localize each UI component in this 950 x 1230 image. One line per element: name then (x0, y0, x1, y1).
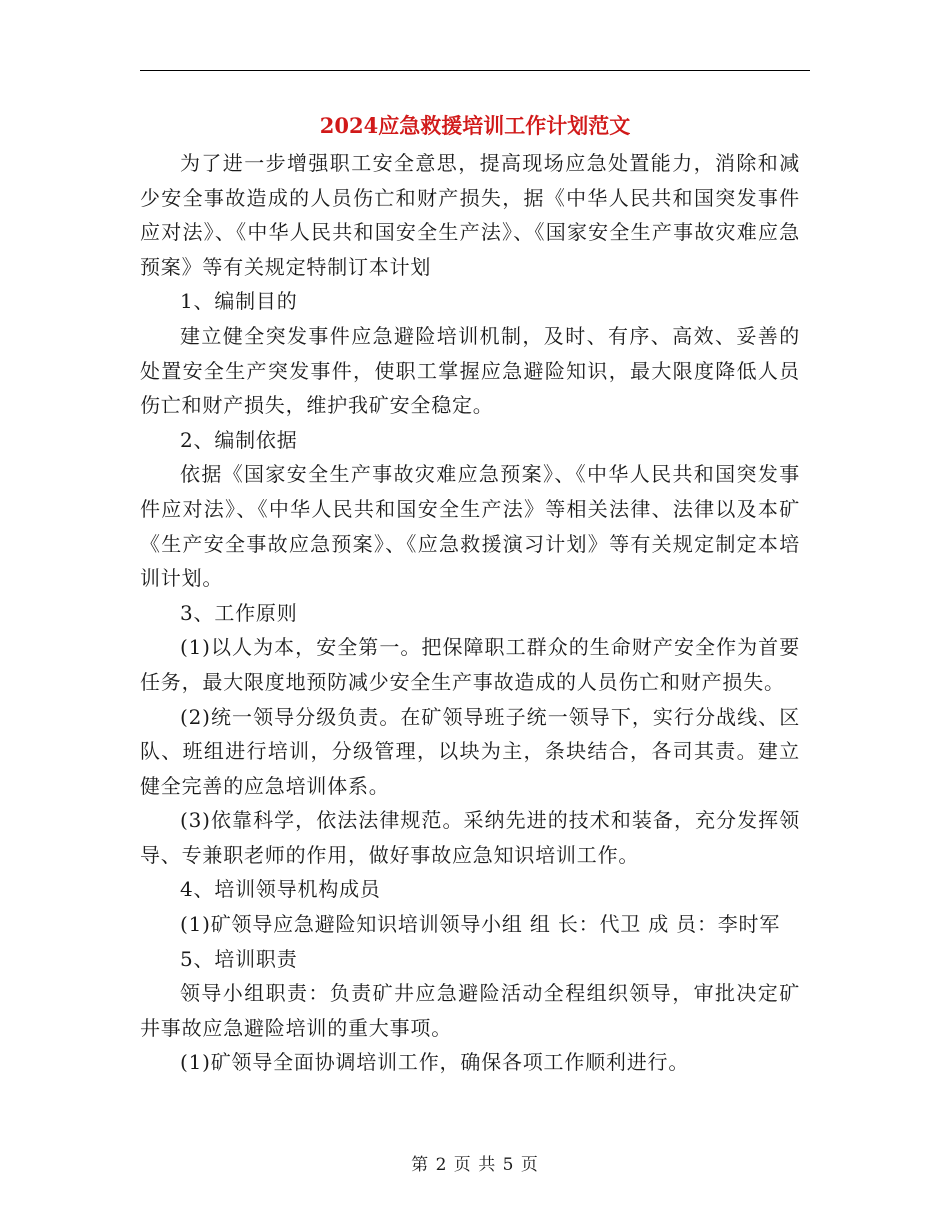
section-heading-purpose: 1、编制目的 (180, 289, 298, 314)
principle-item-1: (1)以人为本，安全第一。把保障职工群众的生命财产安全作为首要任务，最大限度地预防减少安全生产事故造成的人员伤亡和财产损失。 (140, 635, 800, 694)
basis-paragraph: 依据《国家安全生产事故灾难应急预案》、《中华人民共和国突发事件应对法》、《中华人民共和国安全生产法》等相关法律、法律以及本矿《生产安全事故应急预案》、《应急救援演习计划》等有关规定制定本培训计划。 (140, 462, 800, 591)
purpose-paragraph: 建立健全突发事件应急避险培训机制，及时、有序、高效、妥善的处置安全生产突发事件，使职工掌握应急避险知识，最大限度降低人员伤亡和财产损失，维护我矿安全稳定。 (140, 323, 800, 418)
duties-item-1: (1)矿领导全面协调培训工作，确保各项工作顺利进行。 (180, 1050, 690, 1075)
principle-item-2: (2)统一领导分级负责。在矿领导班子统一领导下，实行分战线、区队、班组进行培训，分级管理，以块为主，条块结合，各司其责。建立健全完善的应急培训体系。 (140, 704, 800, 798)
principle-item-3: (3)依靠科学，依法法律规范。采纳先进的技术和装备，充分发挥领导、专兼职老师的作用，做好事故应急知识培训工作。 (140, 808, 800, 867)
section-heading-principles: 3、工作原则 (180, 600, 298, 625)
section-heading-basis: 2、编制依据 (180, 427, 298, 452)
document-body (140, 146, 800, 1080)
page-number: 第 2 页 共 5 页 (411, 1155, 539, 1175)
section-heading-duties: 5、培训职责 (180, 946, 298, 971)
header-rule (140, 70, 810, 71)
intro-paragraph: 为了进一步增强职工安全意思，提高现场应急处置能力，消除和减少安全事故造成的人员伤亡和财产损失，据《中华人民共和国突发事件应对法》、《中华人民共和国安全生产法》、《国家安全生产事故灾难应急预案》等有关规定特制订本计划 (140, 151, 800, 279)
duties-paragraph: 领导小组职责：负责矿井应急避险活动全程组织领导，审批决定矿井事故应急避险培训的重大事项。 (140, 981, 800, 1040)
members-item-1: (1)矿领导应急避险知识培训领导小组 组 长：代卫 成 员：李时军 (180, 912, 781, 937)
section-heading-members: 4、培训领导机构成员 (180, 877, 381, 902)
document-title: 2024应急救援培训工作计划范文 (319, 113, 631, 138)
